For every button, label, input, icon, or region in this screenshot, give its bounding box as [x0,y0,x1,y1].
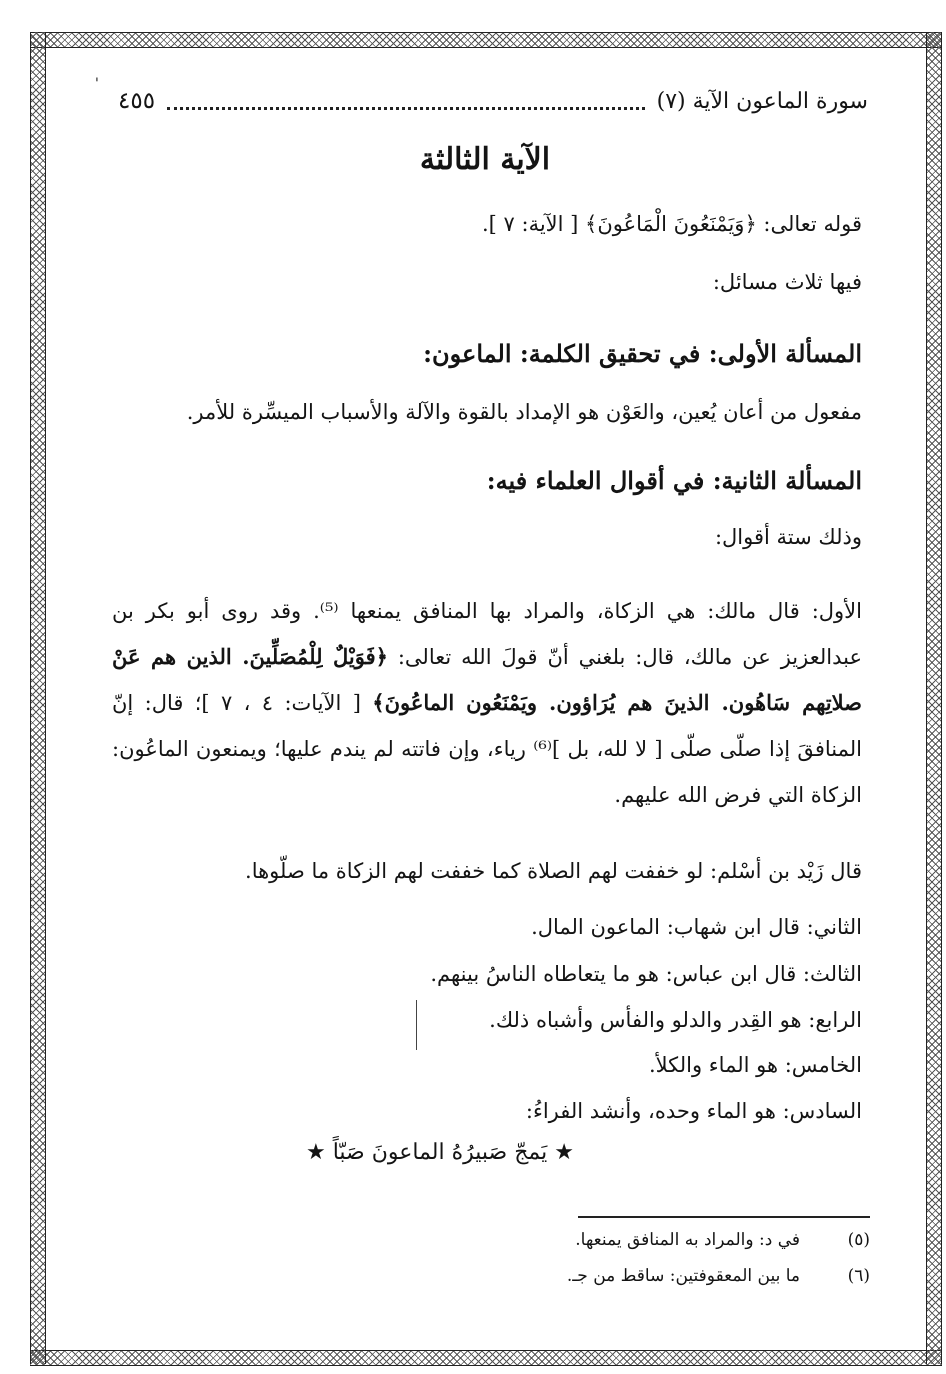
page-border-right [926,32,942,1364]
footnote-number: (٦) [847,1266,870,1286]
zayd-saying: قال زَيْد بن أسْلم: لو خففت لهم الصلاة كما خففت لهم الزكاة ما صلّوها. [245,859,862,883]
page-number: ٤٥٥ [118,88,156,114]
running-header-title: سورة الماعون الآية (٧) [656,88,868,114]
quote-line: قوله تعالى: ﴿وَيَمْنَعُونَ الْمَاعُونَ﴾ [ الآية: ٧ ]. [481,212,862,236]
running-header [118,84,868,118]
issue-two-intro: وذلك ستة أقوال: [714,525,862,549]
saying-third: الثالث: قال ابن عباس: هو ما يتعاطاه الناسُ بينهم. [430,962,862,986]
page-border-bottom [30,1350,942,1366]
first-saying-text-b: [ الآيات: ٤ ، ٧ ]؛ قال: إنّ المنافقَ إذا صلّى صلّى [ لا لله، بل ]⁽⁶⁾ رياء، وإن فاتته لم يندم عليها؛ ويمنعون الماعُون: الزكاة التي فرض الله عليهم. [112,691,862,807]
poetry-verse: ★ يَمجّ صَبيرُهُ الماعونَ صَبّاً ★ [306,1140,574,1165]
issue-one-text: مفعول من أعان يُعين، والعَوْن هو الإمداد بالقوة والآلة والأسباب الميسِّرة للأمر. [186,400,862,424]
margin-rule [416,1000,417,1050]
issue-one-heading: المسألة الأولى: في تحقيق الكلمة: الماعون: [423,339,862,368]
first-saying-text-a: الأول: قال مالك: هي الزكاة، والمراد بها المنافق يمنعها ⁽⁵⁾. وقد روى أبو بكر بن عبدالعزيز عن مالك، قال: بلغني أنّ قولَ الله تعالى: [112,599,862,669]
quran-quote: ﴿فَوَيْلٌ لِلْمُصَلِّينَ. الذين هم عَنْ صلاتِهم سَاهُون. الذينَ هم يُرَاؤون. ويَمْنَعُون الماعُونَ﴾ [112,644,862,715]
header-dot-leader [167,93,645,110]
section-title: الآية الثالثة [419,142,551,177]
saying-fifth: الخامس: هو الماء والكلأ. [648,1053,862,1077]
footnote-text: ما بين المعقوفتين: ساقط من جـ. [566,1266,800,1286]
corner-mark: ' [95,76,99,92]
issue-two-heading: المسألة الثانية: في أقوال العلماء فيه: [486,466,862,495]
issues-count-line: فيها ثلاث مسائل: [712,270,862,294]
footnote-text: في د: والمراد به المنافق يمنعها. [575,1230,800,1250]
saying-sixth: السادس: هو الماء وحده، وأنشد الفراءُ: [525,1099,862,1123]
page-border-top [30,32,942,48]
footnote-number: (٥) [847,1230,870,1250]
saying-second: الثاني: قال ابن شهاب: الماعون المال. [531,915,862,939]
footnote-separator [578,1216,870,1218]
saying-fourth: الرابع: هو القِدر والدلو والفأس وأشباه ذلك. [489,1008,862,1032]
footnote [450,1266,870,1286]
first-saying-paragraph [112,588,862,818]
page-border-left [30,32,46,1364]
footnote [450,1230,870,1250]
